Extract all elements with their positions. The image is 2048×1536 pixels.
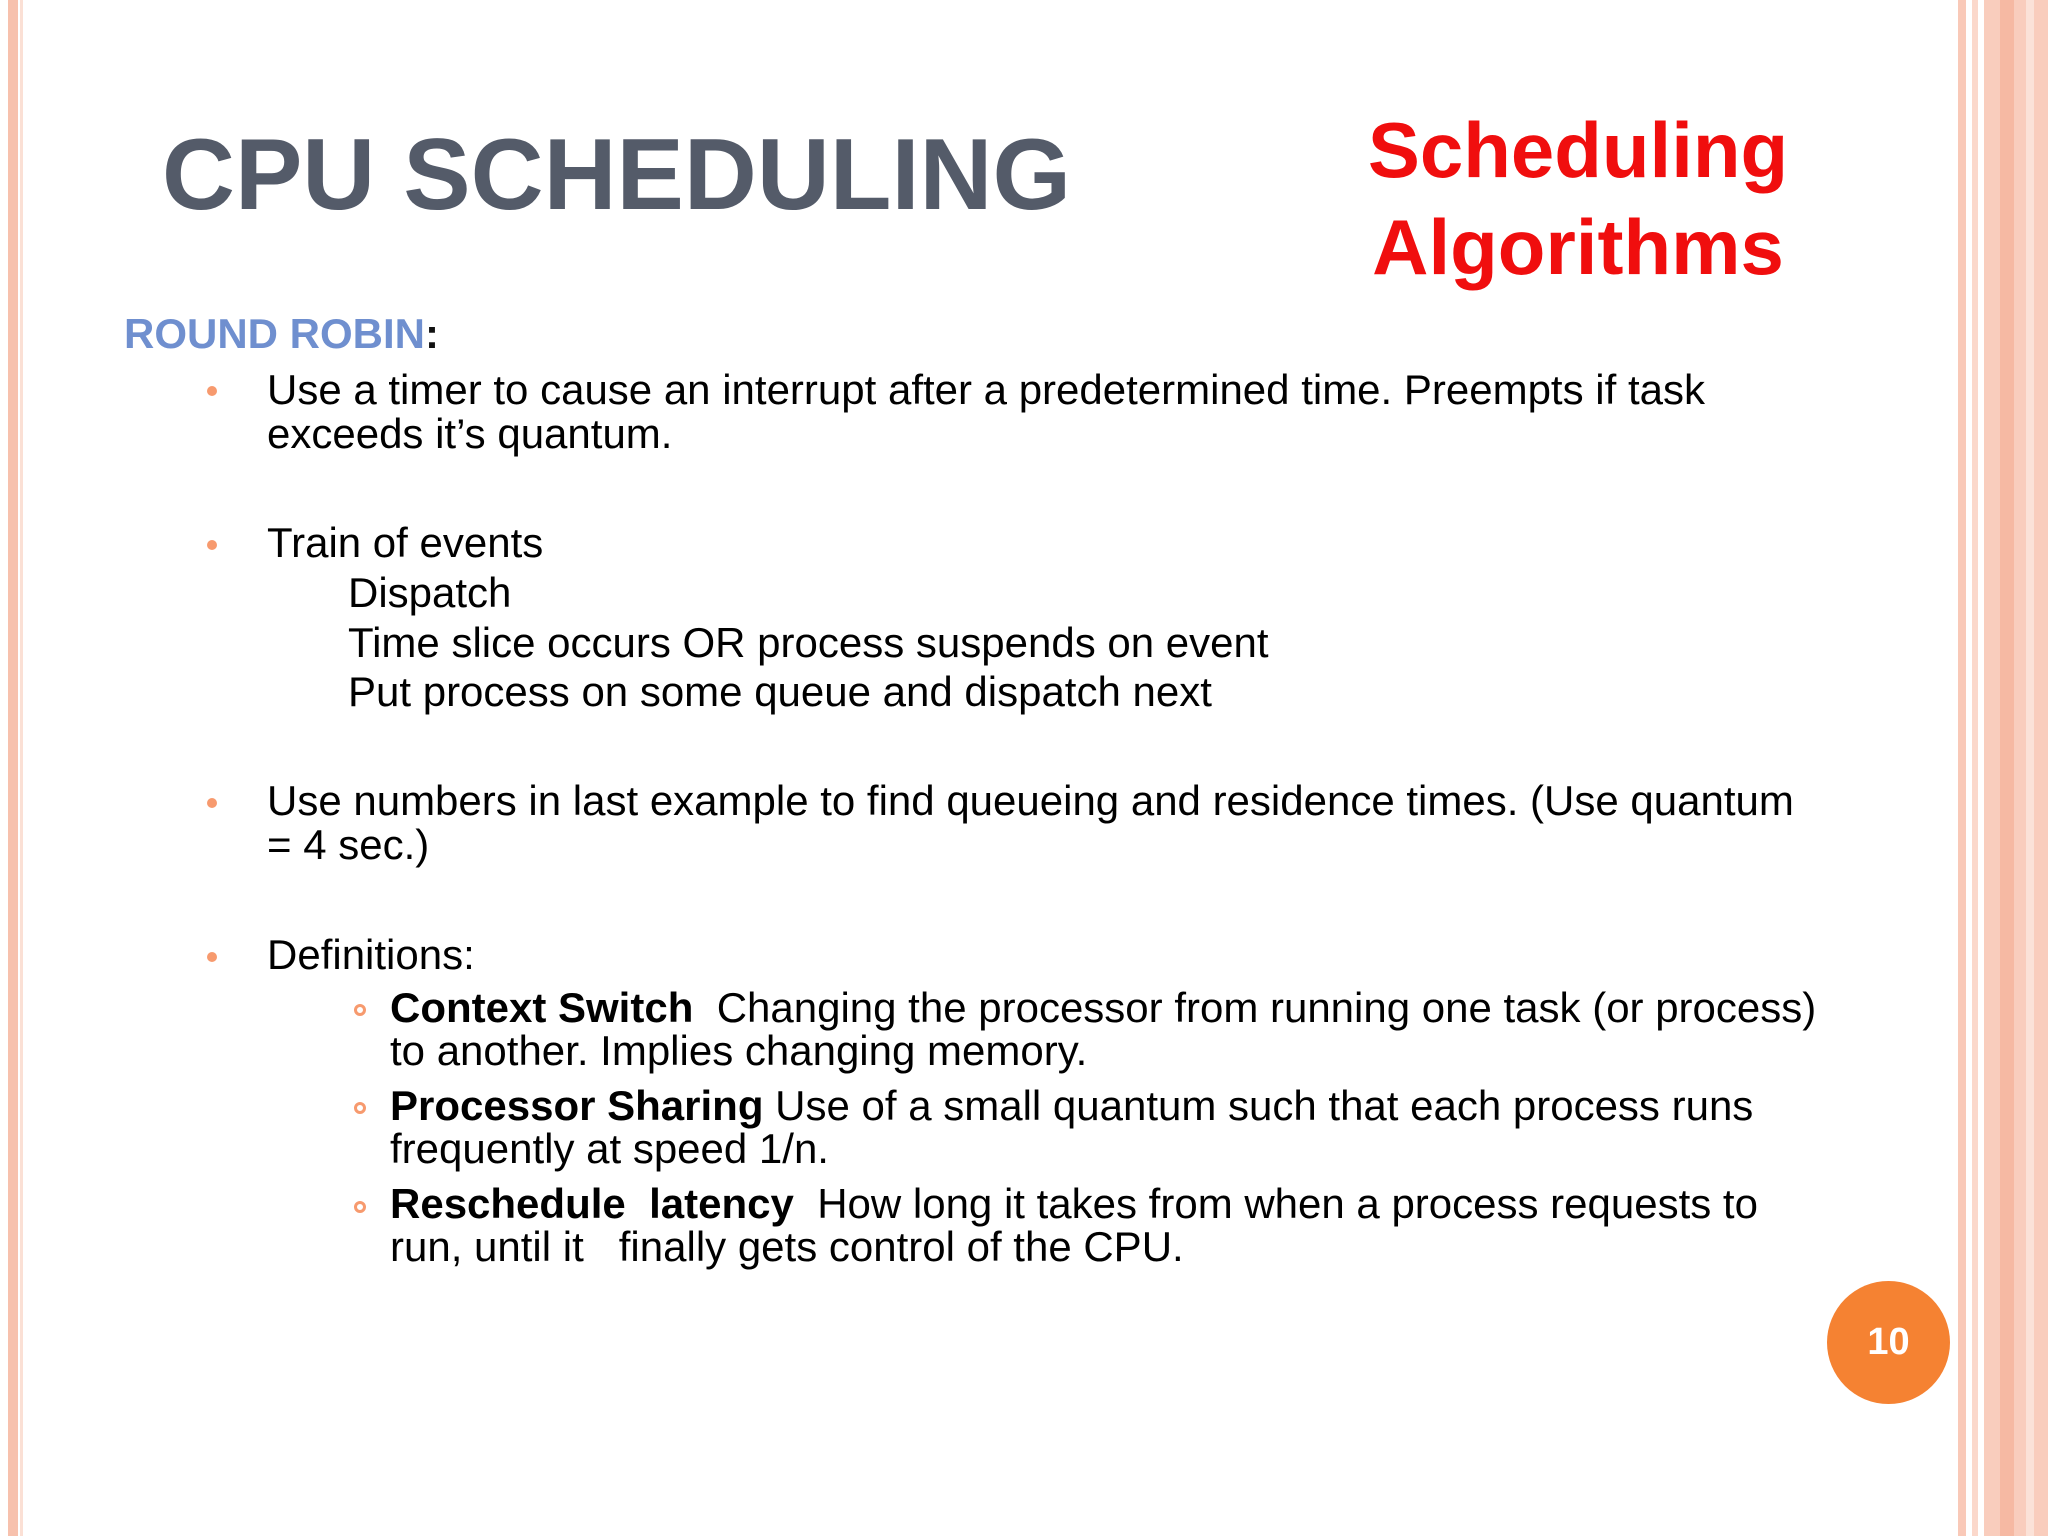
left-border-stripe-inner <box>20 0 23 1536</box>
right-border-stripe-4 <box>2000 0 2014 1536</box>
bullet-dot <box>207 798 217 808</box>
definition-context-switch <box>390 986 1816 1030</box>
definition-reschedule-latency-cont: run, until it finally gets control of the CPU. <box>390 1223 1184 1270</box>
definition-processor-sharing <box>390 1084 1753 1128</box>
page-number: 10 <box>1867 1321 1910 1363</box>
sub-bullet-ring <box>354 1201 366 1213</box>
slide-subtitle <box>1348 102 1808 296</box>
definition-text: Use of a small quantum such that each process runs <box>775 1082 1754 1129</box>
definition-term: Processor Sharing <box>390 1082 764 1129</box>
bullet-dot <box>207 952 217 962</box>
section-heading <box>124 310 439 358</box>
bullet-3-line-2: = 4 sec.) <box>267 821 430 868</box>
sub-bullet-ring <box>354 1004 366 1016</box>
definition-text: Changing the processor from running one task (or process) <box>716 984 1817 1031</box>
bullet-1-line-1: Use a timer to cause an interrupt after a predetermined time. Preempts if task <box>267 366 1705 413</box>
definition-term: Reschedule latency <box>390 1180 794 1227</box>
definition-reschedule-latency <box>390 1182 1758 1226</box>
definition-context-switch-cont: to another. Implies changing memory. <box>390 1027 1088 1074</box>
definition-processor-sharing-cont: frequently at speed 1/n. <box>390 1125 829 1172</box>
event-item: Put process on some queue and dispatch next <box>348 668 1212 715</box>
right-border-stripe-5 <box>2026 0 2034 1536</box>
subtitle-line-2: Algorithms <box>1372 203 1784 291</box>
definition-term: Context Switch <box>390 984 694 1031</box>
section-colon: : <box>425 310 439 357</box>
slide-title: CPU SCHEDULING <box>162 119 1072 231</box>
bullet-dot <box>207 540 217 550</box>
event-item: Dispatch <box>348 569 512 616</box>
left-border-stripe <box>8 0 18 1536</box>
definition-text: How long it takes from when a process requests to <box>817 1180 1758 1227</box>
page-number-badge <box>1827 1281 1950 1404</box>
event-item: Time slice occurs OR process suspends on event <box>348 619 1269 666</box>
bullet-2-line-1: Train of events <box>267 519 544 566</box>
bullet-4-line-1: Definitions: <box>267 931 475 978</box>
right-border-stripe-2 <box>1972 0 1978 1536</box>
right-border-stripe-3 <box>1984 0 2048 1536</box>
section-name: ROUND ROBIN <box>124 310 425 357</box>
right-border-stripe-1 <box>1958 0 1966 1536</box>
subtitle-line-1: Scheduling <box>1367 106 1789 194</box>
sub-bullet-ring <box>354 1102 366 1114</box>
bullet-3-line-1: Use numbers in last example to find queueing and residence times. (Use quantum <box>267 777 1794 824</box>
bullet-dot <box>207 386 217 396</box>
bullet-1-line-2: exceeds it’s quantum. <box>267 410 673 457</box>
